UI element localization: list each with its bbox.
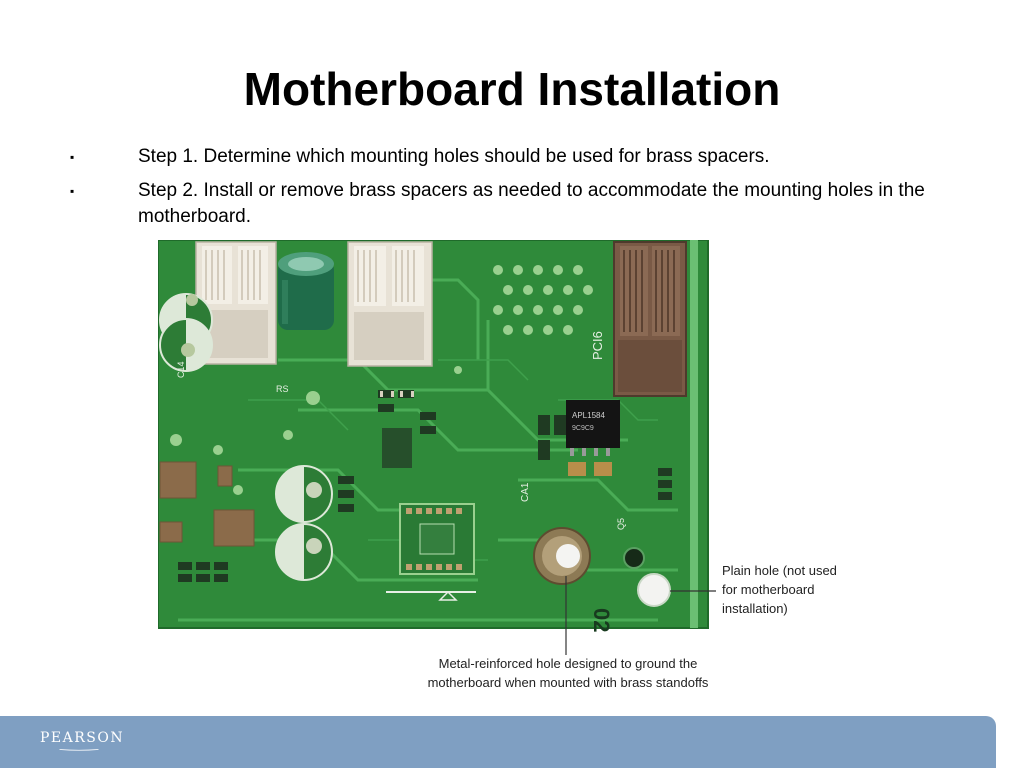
callout-plain-hole (722, 561, 882, 618)
bullet-text: Step 1. Determine which mounting holes should be used for brass spacers. (138, 146, 770, 167)
chip-label: APL1584 (572, 411, 605, 420)
silkscreen-02: 02 (589, 608, 614, 632)
silkscreen-rs: RS (276, 384, 289, 394)
bullet-text: Step 2. Install or remove brass spacers as needed to accommodate the mounting holes in the motherboard. (138, 180, 925, 227)
bullet-marker: ▪ (70, 150, 75, 164)
callout-line: installation) (722, 601, 788, 616)
callout-line: Metal-reinforced hole designed to ground the (438, 656, 698, 671)
bullet-marker: ▪ (70, 184, 75, 198)
slide-title: Motherboard Installation (243, 63, 781, 115)
callout-line: motherboard when mounted with brass standoffs (427, 675, 709, 690)
chip-sublabel: 9C9C9 (572, 425, 594, 432)
callout-line: Plain hole (not used (722, 563, 837, 578)
callout-metal-hole (398, 654, 738, 692)
silkscreen-pci6: PCI6 (590, 331, 605, 360)
silkscreen-ca1: CA1 (520, 482, 531, 502)
silkscreen-q5: Q5 (616, 517, 626, 530)
footer-bar (0, 716, 996, 768)
callout-line: for motherboard (722, 582, 815, 597)
pearson-logo: PEARSON (40, 730, 125, 746)
logo-underline (40, 749, 118, 751)
silkscreen-c14: C14 (176, 361, 186, 378)
